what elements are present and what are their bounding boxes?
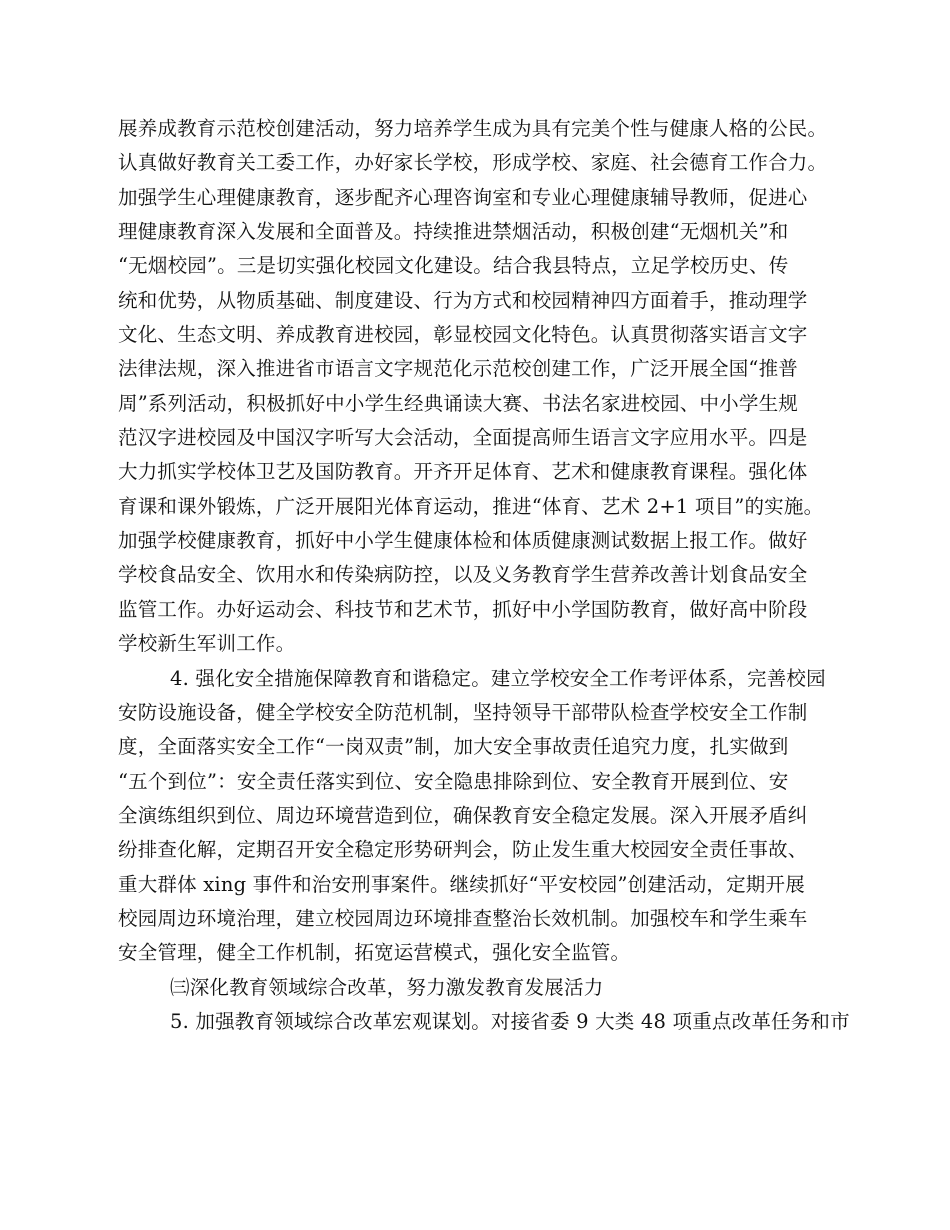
text-line: 文化、生态文明、养成教育进校园，彰显校园文化特色。认真贯彻落实语言文字 <box>118 323 808 347</box>
text-line: 学校新生军训工作。 <box>118 632 296 656</box>
text-line: 育课和课外锻炼，广泛开展阳光体育运动，推进“体育、艺术 2+1 项目”的实施。 <box>118 494 824 518</box>
text-line: 加强学生心理健康教育，逐步配齐心理咨询室和专业心理健康辅导教师，促进心 <box>118 185 808 209</box>
text-line: 展养成教育示范校创建活动，努力培养学生成为具有完美个性与健康人格的公民。 <box>118 117 828 140</box>
text-line: 范汉字进校园及中国汉字听写大会活动，全面提高师生语言文字应用水平。四是 <box>118 426 808 450</box>
text-line: 理健康教育深入发展和全面普及。持续推进禁烟活动，积极创建“无烟机关”和 <box>118 220 789 244</box>
text-line: 认真做好教育关工委工作，办好家长学校，形成学校、家庭、社会德育工作合力。 <box>118 151 828 175</box>
text-line: 重大群体 xing 事件和治安刑事案件。继续抓好“平安校园”创建活动，定期开展 <box>118 872 805 896</box>
document-body <box>118 112 850 1039</box>
text-line: 监管工作。办好运动会、科技节和艺术节，抓好中小学国防教育，做好高中阶段 <box>118 597 808 621</box>
text-line: 统和优势，从物质基础、制度建设、行为方式和校园精神四方面着手，推动理学 <box>118 288 808 312</box>
text-line: 度，全面落实安全工作“一岗双责”制，加大安全事故责任追究力度，扎实做到 <box>118 735 789 759</box>
text-line: 加强学校健康教育，抓好中小学生健康体检和体质健康测试数据上报工作。做好 <box>118 529 808 553</box>
text-line: 法律法规，深入推进省市语言文字规范化示范校创建工作，广泛开展全国“推普 <box>118 357 798 381</box>
text-line: 学校食品安全、饮用水和传染病防控，以及义务教育学生营养改善计划食品安全 <box>118 563 808 587</box>
text-line: 大力抓实学校体卫艺及国防教育。开齐开足体育、艺术和健康教育课程。强化体 <box>118 460 808 484</box>
text-line: 5. 加强教育领域综合改革宏观谋划。对接省委 9 大类 48 项重点改革任务和市 <box>170 1009 850 1033</box>
text-line: 全演练组织到位、周边环境营造到位，确保教育安全稳定发展。深入开展矛盾纠 <box>118 803 808 827</box>
text-line: 4. 强化安全措施保障教育和谐稳定。建立学校安全工作考评体系，完善校园 <box>170 666 826 690</box>
text-line: 校园周边环境治理，建立校园周边环境排查整治长效机制。加强校车和学生乘车 <box>118 906 808 930</box>
text-line: 安防设施设备，健全学校安全防范机制，坚持领导干部带队检查学校安全工作制 <box>118 700 808 724</box>
text-line: “五个到位”：安全责任落实到位、安全隐患排除到位、安全教育开展到位、安 <box>118 769 789 793</box>
text-line: “无烟校园”。三是切实强化校园文化建设。结合我县特点，立足学校历史、传 <box>118 254 789 278</box>
text-line: 纷排查化解，定期召开安全稳定形势研判会，防止发生重大校园安全责任事故、 <box>118 838 808 862</box>
text-line: 安全管理，健全工作机制，拓宽运营模式，强化安全监管。 <box>118 941 631 965</box>
text-line: 周”系列活动，积极抓好中小学生经典诵读大赛、书法名家进校园、中小学生规 <box>118 391 798 415</box>
text-line: ㈢深化教育领域综合改革，努力激发教育发展活力 <box>170 975 604 999</box>
